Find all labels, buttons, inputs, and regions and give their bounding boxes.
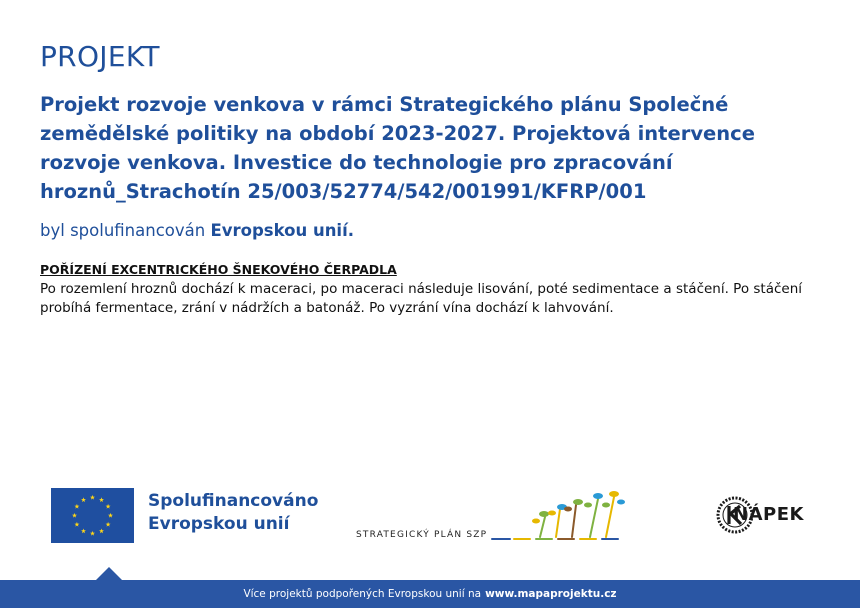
szp-plants-icon bbox=[490, 487, 630, 545]
eu-cofinanced-text bbox=[148, 490, 318, 536]
footer-text: Více projektů podpořených Evropskou unií na bbox=[243, 588, 482, 600]
project-title: Projekt rozvoje venkova v rámci Strategického plánu Společné zemědělské politiky na období 2023-2027. Projektová intervence rozvoje venkova. Investice do technologie pro zpracování hroznů_Strachotín 25/003/52774/542/001991/KFRP/001 bbox=[40, 93, 755, 203]
knapek-brand-text: NÁPEK bbox=[733, 504, 804, 525]
cofinancing-emphasis: Evropskou unií. bbox=[210, 221, 355, 240]
eu-flag-icon bbox=[51, 488, 134, 543]
footer-link[interactable]: www.mapaprojektu.cz bbox=[485, 588, 617, 600]
eu-text-line1: Spolufinancováno bbox=[148, 491, 319, 511]
cofinancing-prefix: byl spolufinancován bbox=[40, 221, 206, 240]
footer-notch bbox=[96, 567, 122, 580]
section-subheading: POŘÍZENÍ EXCENTRICKÉHO ŠNEKOVÉHO ČERPADLA bbox=[40, 262, 397, 277]
szp-label: STRATEGICKÝ PLÁN SZP bbox=[356, 530, 488, 540]
project-description: Po rozemlení hroznů dochází k maceraci, po maceraci následuje lisování, poté sedimentace a stáčení. Po stáčení probíhá fermentace, zrání v nádržích a batonáž. Po vyzrání vína dochází k lahvování. bbox=[40, 281, 803, 316]
cofinancing-statement bbox=[40, 221, 354, 240]
eu-text-line2: Evropskou unií bbox=[148, 514, 290, 534]
footer-bar bbox=[0, 580, 860, 608]
page-heading: PROJEKT bbox=[40, 40, 160, 73]
